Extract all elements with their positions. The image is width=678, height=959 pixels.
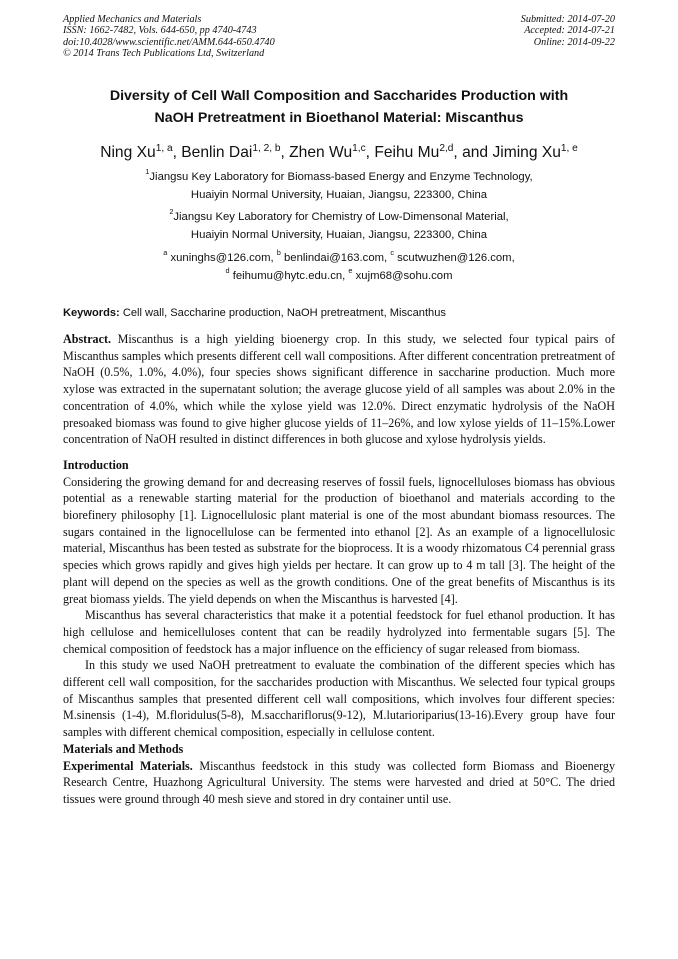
author-separator: , — [280, 144, 290, 161]
title-line: Diversity of Cell Wall Composition and Saccharides Production with — [109, 88, 569, 104]
introduction-paragraph: Considering the growing demand for and decreasing reserves of fossil fuels, lignocelluloses biomass has obvious potential as a renewable starting material for the production of bioethanol and materials according to the biorefinery philosophy [1]. Lignocellulosic plant material is one of the most abundant biomass resources. The sugars contained in the lignocellulose can be fermented into ethanol [2]. As an example of a lignocellulosic material, Miscanthus has been tested as substrate for the bioprocess. It is a woody rhizomatous C4 perennial grass species which grows rapidly and gives high yields per hectare. It can grow up to 4 m tall [3]. The height of the plant will depend on the species as well as the growth conditions. One of the great benefits of Miscanthus is its great biomass yields. The yield depends on when the Miscanthus is harvested [4]. — [63, 474, 615, 606]
abstract-text: Miscanthus is a high yielding bioenergy crop. In this study, we selected four typical pairs of Miscanthus samples which presents different cell wall compositions. After different concentration pretreatment of NaOH (0.5%, 1.0%, 4.0%), four species shows significant difference in saccharine production. Much more xylose was extracted in the supernatant solution; the average glucose yield of all samples was about 2.0% in the concentration of 4.0%, which while the xylose yield was 12.0%. Direct enzymatic hydrolysis of the NaOH presoaked biomass was found to give higher glucose yields of 11–26%, and low xylose yields of 11–15%.Lower concentration of NaOH resulted in distinct differences in both glucose and xylose hydrolysis yields. — [63, 332, 616, 447]
email-mark: b — [276, 248, 281, 257]
methods-text: Miscanthus feedstock in this study was collected form Biomass and Bioenergy Research Centre, Huazhong Agricultural University. The stems were harvested and dried at 50°C. The dried tissues were ground through 40 mesh sieve and stored in dry container until use. — [63, 758, 615, 806]
issn-line: ISSN: 1662-7482, Vols. 644-650, pp 4740-4743 — [63, 25, 257, 37]
email-mark: e — [348, 266, 353, 276]
affiliation-1 — [40, 168, 638, 205]
keywords — [63, 305, 615, 321]
affiliation-line: Huaiyin Normal University, Huaian, Jiangsu, 223300, China — [190, 229, 488, 242]
author-name: Benlin Dai — [181, 144, 253, 161]
author-affiliation-mark: 1, e — [560, 143, 578, 154]
introduction-paragraph: In this study we used NaOH pretreatment to evaluate the combination of the different species which has different cell wall composition, for the saccharides production with Miscanthus. We selected four typical groups of Miscanthus samples that presented different cell wall compositions, which involves four different species: M.sinensis (1-4), M.floridulus(5-8), M.sacchariflorus(9-12), M.lutarioriparius(13-16).Every group have four samples with different chemical composition, especially in cellulose content. — [63, 658, 615, 740]
introduction-heading: Introduction — [63, 457, 129, 472]
author-list — [30, 143, 648, 163]
email-address: xujm68@sohu.com — [355, 270, 453, 283]
keywords-text: Cell wall, Saccharine production, NaOH pretreatment, Miscanthus — [122, 307, 446, 319]
author-separator: , and — [453, 144, 493, 161]
keywords-label: Keywords: — [63, 307, 120, 319]
methods-heading: Materials and Methods — [63, 741, 184, 756]
email-mark: d — [225, 266, 230, 276]
affiliation-line: Jiangsu Key Laboratory for Chemistry of Low-Dimensonal Material, — [173, 211, 509, 223]
author-name: Zhen Wu — [289, 144, 353, 161]
author-affiliation-mark: 1,c — [352, 143, 366, 154]
online-date: Online: 2014-09-22 — [533, 36, 615, 48]
email-address: feihumu@hytc.edu.cn, — [232, 270, 349, 283]
affiliation-line: Huaiyin Normal University, Huaian, Jiangsu, 223300, China — [190, 189, 488, 202]
title-line: NaOH Pretreatment in Bioethanol Material: Miscanthus — [154, 110, 524, 126]
author-affiliation-mark: 1, a — [155, 143, 173, 154]
email-address: xuninghs@126.com, — [170, 252, 277, 264]
methods-subheading: Experimental Materials. — [63, 758, 193, 773]
email-mark: a — [163, 248, 168, 257]
abstract-label: Abstract. — [63, 332, 112, 346]
methods-paragraph — [63, 758, 615, 808]
journal-name: Applied Mechanics and Materials — [63, 14, 202, 25]
journal-header — [63, 14, 275, 59]
affiliation-line: Jiangsu Key Laboratory for Biomass-based Energy and Enzyme Technology, — [149, 171, 533, 183]
author-name: Feihu Mu — [374, 144, 440, 161]
dates-header — [521, 14, 615, 48]
submitted-date: Submitted: 2014-07-20 — [520, 14, 615, 25]
author-affiliation-mark: 2,d — [439, 143, 454, 154]
introduction-paragraph: Miscanthus has several characteristics that make it a potential feedstock for fuel ethanol production. It has high cellulose and hemicelluloses content that can be readily hydrolyzed into fermentable sugars [5]. The chemical composition of feedstock has a major influence on the efficiency of sugar released from biomass. — [63, 608, 615, 656]
author-separator: , — [365, 144, 375, 161]
author-affiliation-mark: 1, 2, b — [252, 143, 281, 154]
paper-title — [40, 85, 638, 129]
paper-body — [63, 331, 615, 808]
doi-line: doi:10.4028/www.scientific.net/AMM.644-650.4740 — [63, 36, 275, 48]
author-name: Jiming Xu — [492, 144, 561, 161]
author-name: Ning Xu — [100, 144, 156, 161]
affiliation-2 — [40, 208, 638, 245]
copyright-line: © 2014 Trans Tech Publications Ltd, Switzerland — [63, 47, 265, 59]
author-separator: , — [172, 144, 182, 161]
author-emails — [40, 249, 638, 286]
affiliation-mark: 1 — [145, 167, 150, 176]
abstract — [63, 331, 615, 448]
email-address: scutwuzhen@126.com, — [397, 252, 515, 264]
email-address: benlindai@163.com, — [284, 252, 391, 264]
affiliation-mark: 2 — [169, 207, 174, 216]
accepted-date: Accepted: 2014-07-21 — [524, 25, 615, 37]
email-mark: c — [390, 248, 394, 257]
